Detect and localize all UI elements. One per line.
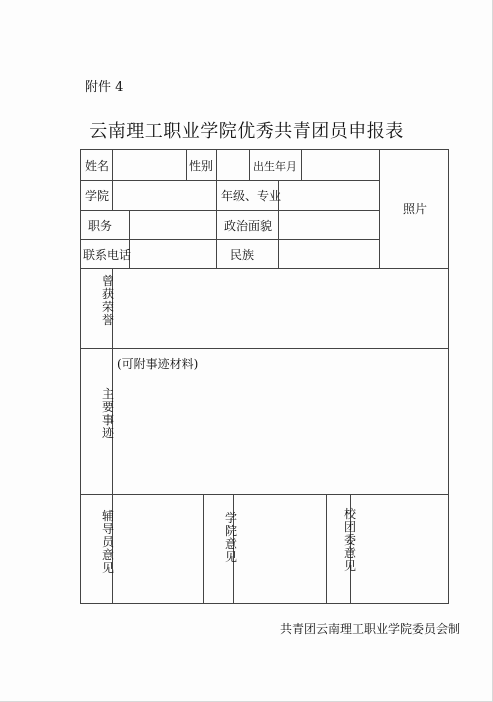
political-status-label: 政治面貌 bbox=[224, 219, 273, 233]
col-divider bbox=[216, 180, 217, 210]
political-status-field[interactable] bbox=[279, 211, 378, 238]
ethnicity-label: 民族 bbox=[230, 248, 255, 262]
deeds-note: (可附事迹材料) bbox=[117, 357, 199, 371]
ethnicity-field[interactable] bbox=[279, 240, 378, 267]
college-opinion-label: 学院意见 bbox=[224, 511, 237, 564]
honors-field[interactable] bbox=[113, 269, 448, 347]
col-divider bbox=[216, 210, 217, 239]
position-field[interactable] bbox=[130, 211, 215, 238]
league-opinion-label: 校团委意见 bbox=[343, 507, 356, 573]
grade-major-label: 年级、专业 bbox=[221, 189, 282, 203]
name-field[interactable] bbox=[113, 151, 185, 179]
col-divider bbox=[203, 494, 204, 603]
deeds-label: 主要事迹 bbox=[101, 387, 114, 440]
row-divider-5 bbox=[81, 348, 448, 349]
grade-major-field[interactable] bbox=[279, 181, 378, 209]
page-title: 云南理工职业学院优秀共青团员申报表 bbox=[89, 121, 404, 142]
counselor-opinion-label: 辅导员意见 bbox=[101, 509, 114, 575]
col-divider bbox=[326, 494, 327, 603]
honors-label: 曾获荣誉 bbox=[101, 274, 114, 327]
issuer-footer: 共青团云南理工职业学院委员会制 bbox=[280, 622, 461, 636]
phone-label: 联系电话 bbox=[83, 248, 132, 262]
photo-field[interactable] bbox=[380, 151, 448, 267]
college-field[interactable] bbox=[113, 181, 215, 209]
col-divider bbox=[216, 239, 217, 268]
counselor-opinion-field[interactable] bbox=[113, 495, 202, 602]
gender-label: 性别 bbox=[189, 159, 214, 173]
birth-label: 出生年月 bbox=[253, 160, 297, 173]
photo-label: 照片 bbox=[403, 202, 428, 216]
application-form-table bbox=[80, 149, 449, 604]
gender-field[interactable] bbox=[217, 151, 248, 179]
name-label: 姓名 bbox=[85, 159, 110, 173]
position-label: 职务 bbox=[88, 219, 113, 233]
attachment-number: 附件 4 bbox=[85, 80, 124, 95]
col-divider bbox=[186, 150, 187, 180]
birth-field[interactable] bbox=[302, 151, 378, 179]
college-opinion-field[interactable] bbox=[234, 495, 325, 602]
deeds-field[interactable] bbox=[113, 372, 448, 493]
col-divider bbox=[249, 150, 250, 180]
league-opinion-field[interactable] bbox=[351, 495, 448, 602]
phone-field[interactable] bbox=[130, 240, 215, 267]
college-label: 学院 bbox=[85, 189, 110, 203]
